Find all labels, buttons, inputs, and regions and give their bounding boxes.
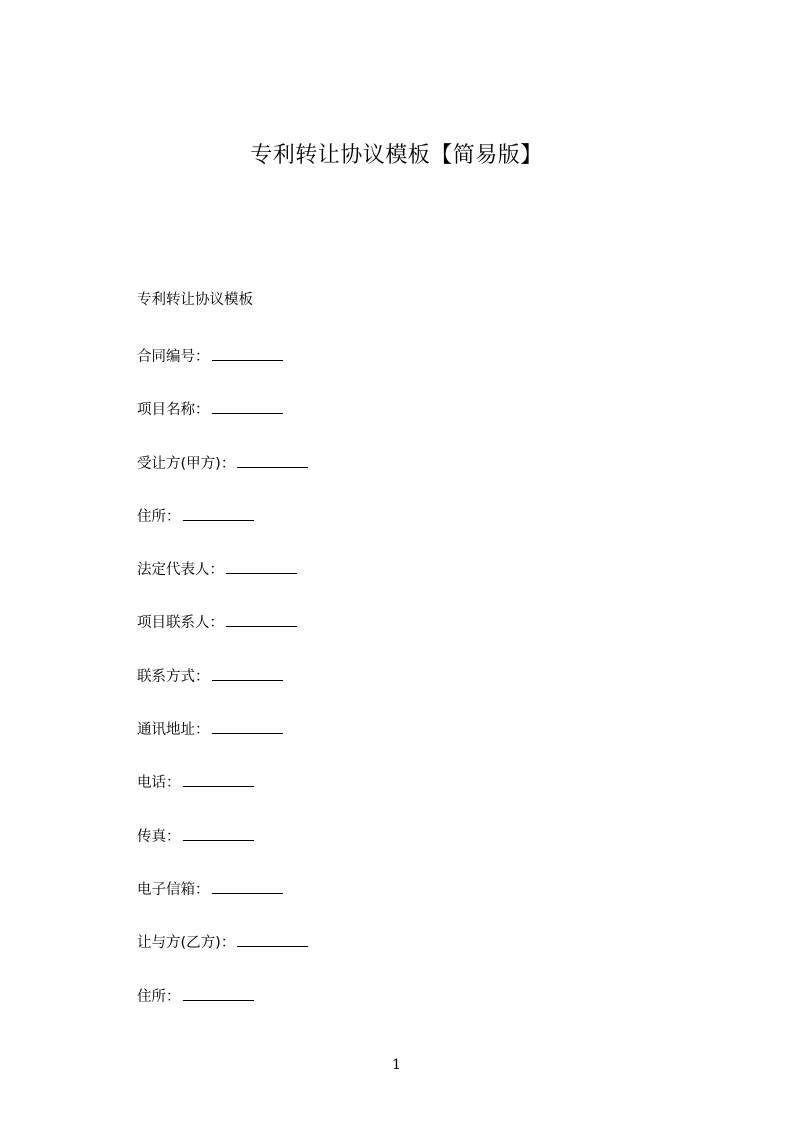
- field-label: 项目名称：: [137, 402, 210, 419]
- field-assignor-address: [137, 984, 308, 1037]
- blank-line: [237, 451, 308, 468]
- field-assignee: [137, 451, 308, 504]
- blank-line: [212, 717, 283, 734]
- field-fax: [137, 824, 308, 877]
- field-phone: [137, 770, 308, 823]
- blank-line: [183, 770, 254, 787]
- blank-line: [226, 610, 297, 627]
- blank-line: [212, 397, 283, 414]
- field-label: 受让方(甲方)：: [137, 455, 236, 472]
- field-label: 电子信箱：: [137, 881, 210, 898]
- field-assignor: [137, 930, 308, 983]
- field-label: 传真：: [137, 828, 181, 845]
- field-label: 住所：: [137, 988, 181, 1005]
- field-mailing-address: [137, 717, 308, 770]
- field-label: 项目联系人：: [137, 615, 224, 632]
- blank-line: [183, 504, 254, 521]
- page-number: 1: [392, 1057, 401, 1073]
- blank-line: [212, 664, 283, 681]
- field-label: 电话：: [137, 775, 181, 792]
- field-project-contact: [137, 610, 308, 663]
- field-contract-number: [137, 344, 308, 397]
- document-subtitle: 专利转让协议模板: [137, 292, 253, 308]
- blank-line: [226, 557, 297, 574]
- field-assignee-address: [137, 504, 308, 557]
- blank-line: [212, 877, 283, 894]
- blank-line: [212, 344, 283, 361]
- field-label: 联系方式：: [137, 668, 210, 685]
- field-project-name: [137, 397, 308, 450]
- blank-line: [183, 824, 254, 841]
- field-label: 让与方(乙方)：: [137, 935, 236, 952]
- blank-line: [183, 984, 254, 1001]
- field-label: 法定代表人：: [137, 562, 224, 579]
- blank-line: [237, 930, 308, 947]
- field-label: 住所：: [137, 508, 181, 525]
- field-legal-representative: [137, 557, 308, 610]
- field-label: 合同编号：: [137, 349, 210, 365]
- field-label: 通讯地址：: [137, 722, 210, 739]
- form-fields: [137, 344, 308, 1037]
- field-email: [137, 877, 308, 930]
- document-title: 专利转让协议模板【简易版】: [250, 143, 543, 168]
- field-contact-method: [137, 664, 308, 717]
